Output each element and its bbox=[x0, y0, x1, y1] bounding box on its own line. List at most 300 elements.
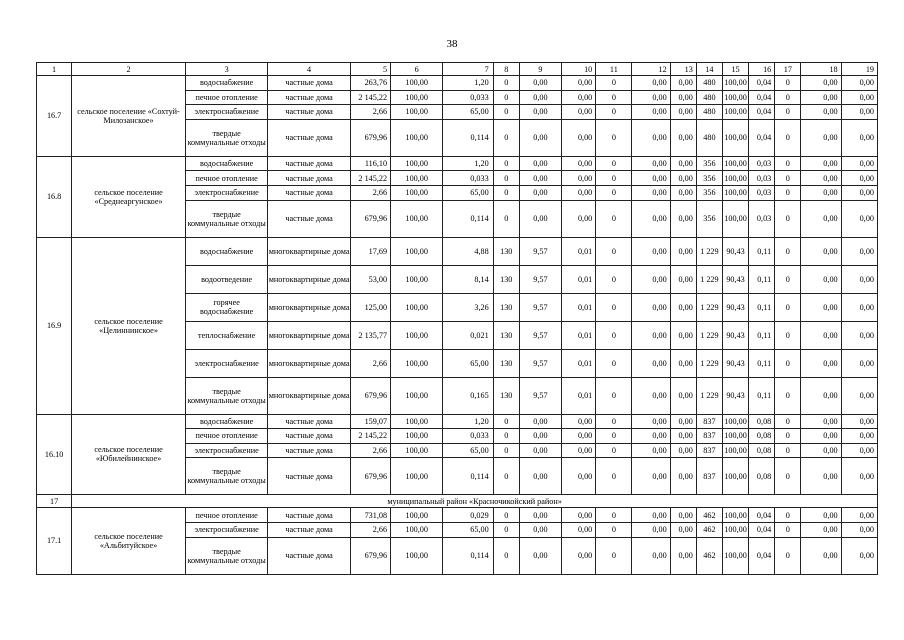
table-cell: 0,00 bbox=[562, 76, 596, 91]
table-cell: 100,00 bbox=[391, 321, 443, 349]
table-cell: частные дома bbox=[268, 429, 350, 444]
table-cell: 0,00 bbox=[562, 429, 596, 444]
table-cell: 0 bbox=[775, 90, 801, 105]
table-cell: многоквартирные дома bbox=[268, 237, 350, 265]
table-cell: 100,00 bbox=[722, 458, 748, 495]
table-cell: 0,00 bbox=[841, 522, 877, 537]
table-cell: 0,11 bbox=[749, 293, 775, 321]
table-cell: 0 bbox=[775, 443, 801, 458]
table-cell: 100,00 bbox=[722, 508, 748, 523]
table-cell: 0,00 bbox=[801, 156, 841, 171]
table-cell: 3,26 bbox=[443, 293, 493, 321]
table-cell: 0,00 bbox=[670, 429, 696, 444]
table-cell: 0 bbox=[596, 349, 632, 377]
table-cell: 130 bbox=[493, 321, 519, 349]
table-cell: 100,00 bbox=[391, 119, 443, 156]
column-number-cell: 3 bbox=[185, 63, 267, 76]
table-cell: 130 bbox=[493, 349, 519, 377]
table-cell: 0 bbox=[596, 508, 632, 523]
table-cell: 0,00 bbox=[632, 265, 670, 293]
table-cell: 1 229 bbox=[696, 377, 722, 414]
table-cell: 0,033 bbox=[443, 171, 493, 186]
table-cell: 0,00 bbox=[519, 443, 561, 458]
table-cell: 0 bbox=[775, 119, 801, 156]
table-cell: 0,033 bbox=[443, 90, 493, 105]
table-cell: 0 bbox=[596, 293, 632, 321]
table-cell: 0,00 bbox=[519, 185, 561, 200]
table-cell: многоквартирные дома bbox=[268, 293, 350, 321]
table-cell: 100,00 bbox=[391, 429, 443, 444]
table-cell: 0,00 bbox=[670, 105, 696, 120]
table-cell: 0,00 bbox=[562, 443, 596, 458]
table-cell: 65,00 bbox=[443, 443, 493, 458]
table-cell: частные дома bbox=[268, 522, 350, 537]
column-number-cell: 10 bbox=[562, 63, 596, 76]
table-cell: 0,00 bbox=[632, 414, 670, 429]
table-cell: частные дома bbox=[268, 185, 350, 200]
table-cell: 0 bbox=[775, 349, 801, 377]
column-number-cell: 9 bbox=[519, 63, 561, 76]
table-cell: 125,00 bbox=[350, 293, 390, 321]
table-cell: 0,00 bbox=[801, 321, 841, 349]
column-number-cell: 15 bbox=[722, 63, 748, 76]
table-cell: 0,04 bbox=[749, 119, 775, 156]
table-cell: 0,08 bbox=[749, 429, 775, 444]
table-cell: 90,43 bbox=[722, 377, 748, 414]
table-cell: 90,43 bbox=[722, 293, 748, 321]
table-cell: электроснабжение bbox=[185, 349, 267, 377]
table-cell: 0,114 bbox=[443, 458, 493, 495]
table-cell: 0,00 bbox=[841, 537, 877, 574]
table-cell: 0,00 bbox=[519, 156, 561, 171]
table-cell: 462 bbox=[696, 522, 722, 537]
table-cell: электроснабжение bbox=[185, 443, 267, 458]
table-cell: 0,00 bbox=[632, 105, 670, 120]
table-cell: частные дома bbox=[268, 443, 350, 458]
table-cell: 0,03 bbox=[749, 185, 775, 200]
table-cell: 0,00 bbox=[519, 458, 561, 495]
table-cell: 0,01 bbox=[562, 321, 596, 349]
table-cell: 0,00 bbox=[632, 185, 670, 200]
table-cell: 0,00 bbox=[841, 119, 877, 156]
table-cell: 100,00 bbox=[722, 443, 748, 458]
table-cell: 0 bbox=[493, 508, 519, 523]
table-cell: 0,00 bbox=[801, 171, 841, 186]
table-cell: 0 bbox=[596, 537, 632, 574]
table-cell: 0,00 bbox=[632, 537, 670, 574]
table-cell: 0 bbox=[596, 237, 632, 265]
table-cell: твердые коммунальные отходы bbox=[185, 119, 267, 156]
table-cell: 0,00 bbox=[801, 522, 841, 537]
table-cell: 0,01 bbox=[562, 377, 596, 414]
table-cell: 0,00 bbox=[519, 76, 561, 91]
table-cell: 0 bbox=[775, 522, 801, 537]
settlement-name-cell: сельское поселение «Среднеаргунское» bbox=[72, 156, 186, 237]
table-cell: 0,00 bbox=[562, 508, 596, 523]
table-cell: частные дома bbox=[268, 105, 350, 120]
table-cell: 0,00 bbox=[801, 349, 841, 377]
table-cell: 0,00 bbox=[801, 377, 841, 414]
table-cell: 0,00 bbox=[632, 443, 670, 458]
table-cell: 1,20 bbox=[443, 414, 493, 429]
table-cell: 0 bbox=[493, 185, 519, 200]
table-cell: 100,00 bbox=[391, 171, 443, 186]
table-cell: 0,00 bbox=[670, 377, 696, 414]
table-cell: 0,01 bbox=[562, 237, 596, 265]
table-cell: 9,57 bbox=[519, 237, 561, 265]
table-cell: 100,00 bbox=[722, 522, 748, 537]
table-cell: 0 bbox=[775, 105, 801, 120]
table-cell: частные дома bbox=[268, 458, 350, 495]
table-cell: 0 bbox=[775, 185, 801, 200]
table-cell: 100,00 bbox=[391, 522, 443, 537]
table-cell: 480 bbox=[696, 90, 722, 105]
table-cell: 0,00 bbox=[670, 185, 696, 200]
table-cell: 1 229 bbox=[696, 349, 722, 377]
table-cell: 2 145,22 bbox=[350, 171, 390, 186]
table-cell: 0,00 bbox=[841, 377, 877, 414]
district-number-cell: 17 bbox=[37, 495, 72, 508]
table-cell: 0 bbox=[493, 414, 519, 429]
table-cell: 480 bbox=[696, 76, 722, 91]
table-cell: 0,00 bbox=[841, 200, 877, 237]
table-cell: 480 bbox=[696, 119, 722, 156]
table-cell: многоквартирные дома bbox=[268, 321, 350, 349]
table-cell: 100,00 bbox=[722, 76, 748, 91]
table-cell: 1 229 bbox=[696, 237, 722, 265]
table-row bbox=[37, 414, 878, 429]
table-cell: водоснабжение bbox=[185, 414, 267, 429]
table-cell: печное отопление bbox=[185, 90, 267, 105]
table-cell: 0,00 bbox=[632, 349, 670, 377]
table-cell: 0,00 bbox=[632, 237, 670, 265]
table-cell: 0 bbox=[493, 458, 519, 495]
table-cell: 679,96 bbox=[350, 458, 390, 495]
table-cell: 100,00 bbox=[722, 429, 748, 444]
table-cell: 0,114 bbox=[443, 200, 493, 237]
table-cell: многоквартирные дома bbox=[268, 349, 350, 377]
data-table bbox=[36, 62, 878, 575]
table-cell: 0,00 bbox=[519, 508, 561, 523]
table-cell: 0 bbox=[493, 429, 519, 444]
table-cell: 0,00 bbox=[841, 265, 877, 293]
table-cell: 0,00 bbox=[841, 171, 877, 186]
table-cell: 159,07 bbox=[350, 414, 390, 429]
column-number-cell: 13 bbox=[670, 63, 696, 76]
column-number-cell: 8 bbox=[493, 63, 519, 76]
table-cell: 0,00 bbox=[519, 414, 561, 429]
table-cell: 4,88 bbox=[443, 237, 493, 265]
table-cell: 0,04 bbox=[749, 105, 775, 120]
table-cell: 0,00 bbox=[670, 119, 696, 156]
table-cell: твердые коммунальные отходы bbox=[185, 377, 267, 414]
table-cell: твердые коммунальные отходы bbox=[185, 537, 267, 574]
table-cell: электроснабжение bbox=[185, 185, 267, 200]
table-cell: 0 bbox=[775, 537, 801, 574]
table-cell: 2,66 bbox=[350, 105, 390, 120]
table-cell: 0,00 bbox=[670, 522, 696, 537]
table-cell: 0,00 bbox=[632, 293, 670, 321]
table-cell: 0,00 bbox=[562, 156, 596, 171]
table-cell: 0,00 bbox=[670, 537, 696, 574]
district-name-cell: муниципальный район «Красночикойский район» bbox=[72, 495, 878, 508]
table-cell: 100,00 bbox=[391, 458, 443, 495]
table-row bbox=[37, 156, 878, 171]
table-cell: 0,00 bbox=[519, 105, 561, 120]
table-cell: 679,96 bbox=[350, 537, 390, 574]
table-cell: 90,43 bbox=[722, 321, 748, 349]
table-cell: 100,00 bbox=[722, 156, 748, 171]
table-cell: водоснабжение bbox=[185, 237, 267, 265]
table-cell: 0,00 bbox=[632, 76, 670, 91]
table-cell: 0 bbox=[775, 508, 801, 523]
table-cell: 100,00 bbox=[722, 200, 748, 237]
table-cell: 679,96 bbox=[350, 200, 390, 237]
table-cell: 100,00 bbox=[722, 537, 748, 574]
table-cell: 0,00 bbox=[801, 185, 841, 200]
table-cell: 0 bbox=[775, 265, 801, 293]
table-cell: 0,00 bbox=[562, 119, 596, 156]
column-number-cell: 7 bbox=[443, 63, 493, 76]
table-cell: 100,00 bbox=[391, 237, 443, 265]
table-cell: 0,11 bbox=[749, 377, 775, 414]
table-cell: электроснабжение bbox=[185, 105, 267, 120]
table-cell: 0,00 bbox=[801, 237, 841, 265]
table-cell: 0 bbox=[596, 119, 632, 156]
column-number-cell: 12 bbox=[632, 63, 670, 76]
row-number-cell: 16.10 bbox=[37, 414, 72, 495]
table-cell: 0,00 bbox=[562, 537, 596, 574]
table-cell: печное отопление bbox=[185, 429, 267, 444]
table-cell: 0 bbox=[596, 90, 632, 105]
table-cell: 0,00 bbox=[519, 429, 561, 444]
table-cell: 0 bbox=[493, 522, 519, 537]
table-cell: 0 bbox=[596, 105, 632, 120]
column-number-cell: 5 bbox=[350, 63, 390, 76]
table-cell: 100,00 bbox=[391, 200, 443, 237]
table-cell: 9,57 bbox=[519, 321, 561, 349]
table-cell: 100,00 bbox=[391, 414, 443, 429]
table-cell: 0,00 bbox=[562, 200, 596, 237]
table-cell: частные дома bbox=[268, 119, 350, 156]
table-cell: 0,04 bbox=[749, 522, 775, 537]
table-cell: водоснабжение bbox=[185, 76, 267, 91]
table-cell: 100,00 bbox=[391, 508, 443, 523]
table-cell: 0,00 bbox=[841, 237, 877, 265]
table-cell: 116,10 bbox=[350, 156, 390, 171]
table-cell: 0 bbox=[775, 237, 801, 265]
table-cell: 0,00 bbox=[841, 76, 877, 91]
table-cell: 2,66 bbox=[350, 522, 390, 537]
table-cell: 0 bbox=[596, 321, 632, 349]
table-cell: частные дома bbox=[268, 171, 350, 186]
table-cell: 0,029 bbox=[443, 508, 493, 523]
table-cell: 0 bbox=[596, 458, 632, 495]
table-cell: 480 bbox=[696, 105, 722, 120]
column-number-cell: 14 bbox=[696, 63, 722, 76]
table-cell: 9,57 bbox=[519, 377, 561, 414]
table-cell: 0,00 bbox=[519, 200, 561, 237]
table-cell: 0 bbox=[775, 377, 801, 414]
table-cell: 0,00 bbox=[801, 429, 841, 444]
table-cell: печное отопление bbox=[185, 171, 267, 186]
table-cell: 8,14 bbox=[443, 265, 493, 293]
row-number-cell: 16.9 bbox=[37, 237, 72, 414]
table-cell: 0,00 bbox=[841, 90, 877, 105]
table-cell: 0,00 bbox=[670, 458, 696, 495]
table-cell: 9,57 bbox=[519, 293, 561, 321]
table-cell: 0,00 bbox=[670, 443, 696, 458]
table-cell: 0,03 bbox=[749, 171, 775, 186]
table-cell: 0,04 bbox=[749, 537, 775, 574]
table-cell: 0,00 bbox=[670, 265, 696, 293]
table-cell: 0 bbox=[775, 156, 801, 171]
table-cell: 1,20 bbox=[443, 76, 493, 91]
table-cell: 130 bbox=[493, 265, 519, 293]
table-cell: 0,11 bbox=[749, 237, 775, 265]
column-number-cell: 11 bbox=[596, 63, 632, 76]
table-cell: 2,66 bbox=[350, 443, 390, 458]
table-cell: 0 bbox=[775, 76, 801, 91]
table-cell: 0,00 bbox=[670, 200, 696, 237]
table-cell: 2 145,22 bbox=[350, 429, 390, 444]
table-cell: 9,57 bbox=[519, 349, 561, 377]
table-cell: 0,00 bbox=[632, 429, 670, 444]
table-cell: 0,00 bbox=[841, 429, 877, 444]
table-cell: 0,114 bbox=[443, 119, 493, 156]
table-cell: 0,00 bbox=[670, 321, 696, 349]
table-row bbox=[37, 508, 878, 523]
column-number-cell: 2 bbox=[72, 63, 186, 76]
table-cell: 0 bbox=[493, 443, 519, 458]
table-cell: 0 bbox=[493, 200, 519, 237]
table-cell: 0,00 bbox=[801, 443, 841, 458]
table-cell: 0 bbox=[775, 414, 801, 429]
table-cell: 0 bbox=[493, 156, 519, 171]
table-cell: 0 bbox=[493, 171, 519, 186]
table-cell: 0,00 bbox=[841, 321, 877, 349]
table-cell: 0,11 bbox=[749, 321, 775, 349]
table-cell: 100,00 bbox=[722, 171, 748, 186]
table-cell: 2 135,77 bbox=[350, 321, 390, 349]
table-cell: 0,00 bbox=[632, 171, 670, 186]
table-cell: 53,00 bbox=[350, 265, 390, 293]
table-cell: 17,69 bbox=[350, 237, 390, 265]
table-cell: 0,00 bbox=[801, 119, 841, 156]
table-cell: 0,00 bbox=[670, 414, 696, 429]
table-cell: 0,00 bbox=[632, 90, 670, 105]
table-cell: 0,08 bbox=[749, 414, 775, 429]
table-cell: 0 bbox=[775, 293, 801, 321]
column-number-cell: 17 bbox=[775, 63, 801, 76]
table-cell: 0 bbox=[596, 377, 632, 414]
table-cell: 100,00 bbox=[391, 537, 443, 574]
settlement-name-cell: сельское поселение «Целиннинское» bbox=[72, 237, 186, 414]
table-cell: 0 bbox=[775, 429, 801, 444]
table-cell: электроснабжение bbox=[185, 522, 267, 537]
table-cell: 1 229 bbox=[696, 321, 722, 349]
table-cell: 130 bbox=[493, 237, 519, 265]
table-cell: 0,03 bbox=[749, 156, 775, 171]
table-cell: многоквартирные дома bbox=[268, 377, 350, 414]
table-cell: частные дома bbox=[268, 508, 350, 523]
table-cell: 0 bbox=[596, 265, 632, 293]
table-cell: 0 bbox=[596, 414, 632, 429]
table-cell: 9,57 bbox=[519, 265, 561, 293]
table-cell: 837 bbox=[696, 414, 722, 429]
table-cell: 0 bbox=[596, 185, 632, 200]
table-cell: 90,43 bbox=[722, 349, 748, 377]
table-cell: 100,00 bbox=[391, 90, 443, 105]
table-cell: 0,08 bbox=[749, 458, 775, 495]
table-cell: 0,00 bbox=[841, 293, 877, 321]
table-cell: 0 bbox=[596, 443, 632, 458]
table-cell: 0,00 bbox=[801, 508, 841, 523]
row-number-cell: 17.1 bbox=[37, 508, 72, 574]
table-cell: 100,00 bbox=[391, 377, 443, 414]
table-cell: 0,11 bbox=[749, 265, 775, 293]
table-cell: 0,00 bbox=[519, 90, 561, 105]
table-cell: 356 bbox=[696, 156, 722, 171]
table-cell: 100,00 bbox=[722, 119, 748, 156]
table-cell: 0,01 bbox=[562, 349, 596, 377]
table-cell: 356 bbox=[696, 200, 722, 237]
table-cell: 0 bbox=[775, 171, 801, 186]
table-cell: 0,00 bbox=[562, 171, 596, 186]
table-cell: 0 bbox=[596, 76, 632, 91]
table-cell: 0 bbox=[493, 105, 519, 120]
page-number: 38 bbox=[446, 38, 458, 50]
table-cell: 0,00 bbox=[801, 537, 841, 574]
table-cell: 0,00 bbox=[801, 265, 841, 293]
table-cell: 65,00 bbox=[443, 185, 493, 200]
table-cell: 0 bbox=[493, 537, 519, 574]
column-number-cell: 6 bbox=[391, 63, 443, 76]
table-cell: 0 bbox=[775, 321, 801, 349]
column-number-cell: 16 bbox=[749, 63, 775, 76]
table-cell: 1,20 bbox=[443, 156, 493, 171]
table-cell: 462 bbox=[696, 537, 722, 574]
table-cell: 356 bbox=[696, 185, 722, 200]
table-cell: частные дома bbox=[268, 414, 350, 429]
table-cell: 731,08 bbox=[350, 508, 390, 523]
table-cell: частные дома bbox=[268, 90, 350, 105]
table-cell: 0,00 bbox=[801, 200, 841, 237]
table-cell: 0,04 bbox=[749, 508, 775, 523]
table-cell: 0,00 bbox=[632, 200, 670, 237]
table-cell: 0 bbox=[596, 171, 632, 186]
table-cell: 0,00 bbox=[632, 321, 670, 349]
table-cell: 0,00 bbox=[562, 185, 596, 200]
table-cell: 837 bbox=[696, 443, 722, 458]
table-cell: 0,00 bbox=[841, 458, 877, 495]
table-cell: 0,00 bbox=[519, 522, 561, 537]
table-cell: 65,00 bbox=[443, 522, 493, 537]
table-cell: 0,00 bbox=[670, 237, 696, 265]
table-cell: 0,165 bbox=[443, 377, 493, 414]
table-cell: 0 bbox=[596, 522, 632, 537]
table-cell: 0,00 bbox=[670, 349, 696, 377]
column-number-cell: 1 bbox=[37, 63, 72, 76]
column-number-cell: 19 bbox=[841, 63, 877, 76]
settlement-name-cell: сельское поселение «Сохтуй-Милозанское» bbox=[72, 76, 186, 157]
row-number-cell: 16.8 bbox=[37, 156, 72, 237]
table-cell: 0,114 bbox=[443, 537, 493, 574]
table-cell: 0,00 bbox=[632, 119, 670, 156]
table-cell: 0,00 bbox=[670, 90, 696, 105]
table-cell: 0,021 bbox=[443, 321, 493, 349]
table-cell: 0,00 bbox=[801, 414, 841, 429]
